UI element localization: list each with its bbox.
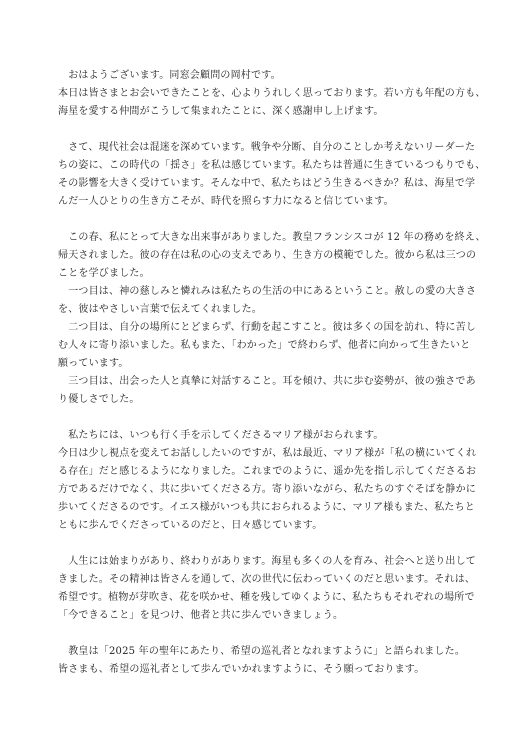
- paragraph-spacer: [58, 535, 476, 553]
- speech-body: [58, 67, 486, 679]
- text-line: 私たちには、いつも行く手を示してくださるマリア様がおられます。: [58, 430, 384, 441]
- text-line: む人々に寄り添いました。私もまた、「わかった」で終わらず、他者に向かって生きたいと: [58, 340, 471, 351]
- text-line: 皆さまも、希望の巡礼者として歩んでいかれますように、そう願っております。: [58, 664, 425, 675]
- paragraph-pope-francis: [58, 229, 486, 409]
- paragraph-hope: [58, 553, 476, 625]
- text-line: んだ一人ひとりの生き方こそが、時代を照らす力になると信じています。: [58, 196, 394, 207]
- text-line: 「今できること」を見つけ、他者と共に歩んでいきましょう。: [58, 610, 344, 621]
- paragraph-mary: [58, 427, 476, 535]
- text-line: 願っています。: [58, 358, 129, 369]
- text-line: 帰天されました。彼の存在は私の心の支えであり、生き方の模範でした。彼から私は三つの: [58, 250, 477, 261]
- text-line: この春、私にとって大きな出来事がありました。教皇フランシスコが 12 年の務めを終え、: [58, 232, 486, 243]
- text-line: り優しさでした。: [58, 394, 140, 405]
- paragraph-spacer: [58, 409, 476, 427]
- paragraph-greeting: [58, 67, 486, 121]
- text-line: 一つ目は、神の慈しみと憐れみは私たちの生活の中にあるということ。赦しの愛の大きさ: [58, 286, 477, 297]
- text-line: 三つ目は、出会った人と真摯に対話すること。耳を傾け、共に歩む姿勢が、彼の強さであ: [58, 376, 476, 387]
- text-line: さて、現代社会は混迷を深めています。戦争や分断、自分のことしか考えないリーダーた: [58, 142, 476, 153]
- text-line: きました。その精神は皆さんを通して、次の世代に伝わっていくのだと思います。それは、: [58, 574, 476, 585]
- text-line: 二つ目は、自分の場所にとどまらず、行動を起こすこと。彼は多くの国を訪れ、特に苦し: [58, 322, 476, 333]
- text-line: 方であるだけでなく、共に歩いてくださる方。寄り添いながら、私たちのすぐそばを静かに: [58, 484, 476, 495]
- text-line: 歩いてくださるのです。イエス様がいつも共におられるように、マリア様もまた、私たちと: [58, 502, 475, 513]
- text-line: ちの姿に、この時代の「揺さ」を私は感じています。私たちは普通に生きているつもりでも、: [58, 160, 486, 171]
- paragraph-closing: [58, 643, 476, 679]
- text-line: る存在」だと感じるようになりました。これまでのように、遥か先を指し示してくださるお: [58, 466, 477, 477]
- paragraph-spacer: [58, 625, 476, 643]
- text-line: ことを学びました。: [58, 268, 150, 279]
- text-line: 希望です。植物が芽吹き、花を咲かせ、種を残してゆくように、私たちもそれぞれの場所で: [58, 592, 475, 603]
- text-line: ともに歩んでくださっているのだと、日々感じています。: [58, 520, 323, 531]
- text-line: 人生には始まりがあり、終わりがあります。海星も多くの人を育み、社会へと送り出して: [58, 556, 476, 567]
- text-line: 本日は皆さまとお会いできたことを、心よりうれしく思っております。若い方も年配の方も、: [58, 88, 486, 99]
- text-line: を、彼はやさしい言葉で伝えてくれました。: [58, 304, 262, 315]
- text-line: 今日は少し視点を変えてお話ししたいのですが、私は最近、マリア様が「私の横にいてくれ: [58, 448, 477, 459]
- paragraph-modern-society: [58, 139, 486, 211]
- paragraph-spacer: [58, 121, 476, 139]
- paragraph-spacer: [58, 211, 476, 229]
- text-line: その影響を大きく受けています。そんな中で、私たちはどう生きるべきか？私は、海星で学: [58, 178, 476, 189]
- text-line: おはようございます。同窓会顧問の岡村です。: [58, 70, 281, 81]
- text-line: 海星を愛する仲間がこうして集まれたことに、深く感謝申し上げます。: [58, 106, 384, 117]
- text-line: 教皇は「2025 年の聖年にあたり、希望の巡礼者となれますように」と語られました。: [58, 646, 466, 657]
